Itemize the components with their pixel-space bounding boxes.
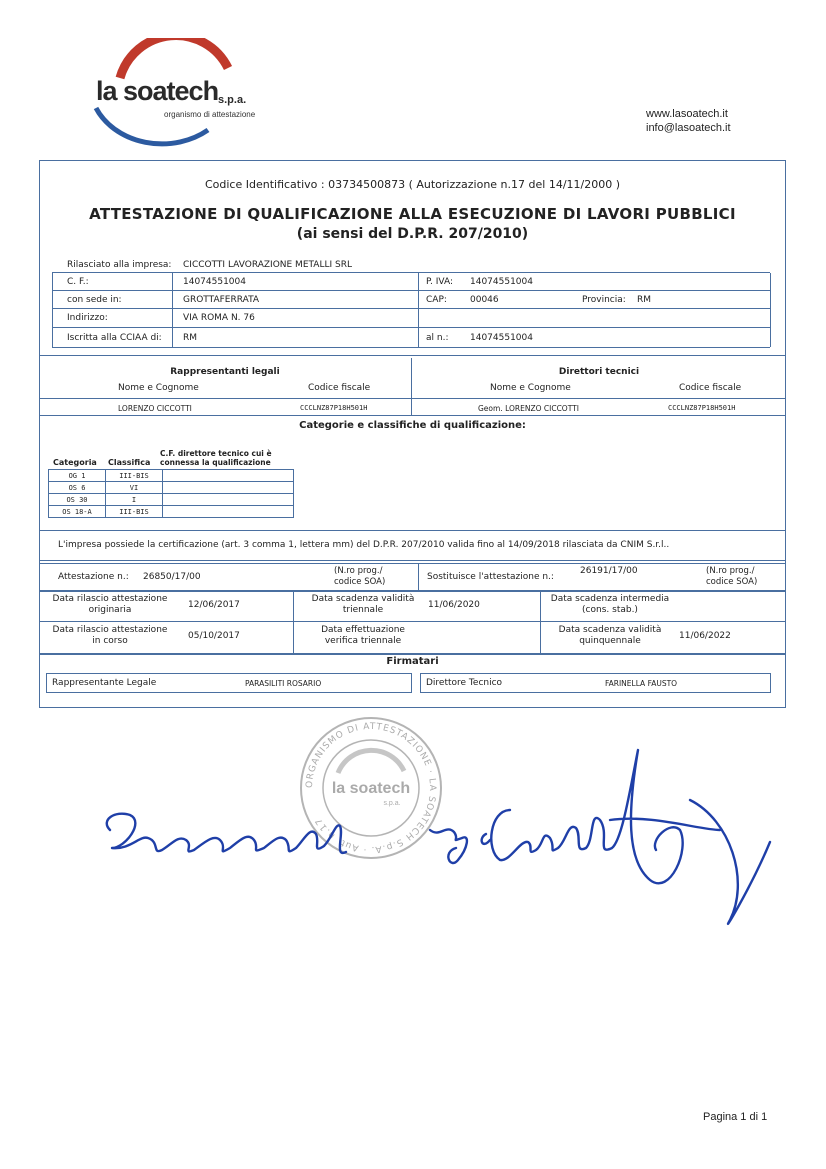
director-cf-cell xyxy=(163,470,294,482)
col-cf-line1: C.F. direttore tecnico cui è xyxy=(160,449,272,458)
tech-directors-header: Direttori tecnici xyxy=(558,367,640,377)
orig-label-2: originaria xyxy=(88,605,132,615)
signatories-header: Firmatari xyxy=(386,656,439,667)
attestation-number-label: Attestazione n.: xyxy=(58,572,129,582)
legal-reps-header: Rappresentanti legali xyxy=(170,367,280,377)
five-label-2: quinquennale xyxy=(579,636,641,646)
triennial-value: 11/06/2020 xyxy=(428,600,480,610)
seat-value: GROTTAFERRATA xyxy=(183,295,260,305)
director-cf-cell xyxy=(163,506,294,518)
verify-label-1: Data effettuazione xyxy=(321,625,405,635)
prov-value: RM xyxy=(637,295,652,305)
prog-note-1: (N.ro prog./ xyxy=(334,566,383,576)
categories-table xyxy=(48,469,294,518)
website-link[interactable]: www.lasoatech.it xyxy=(646,108,728,120)
category-row xyxy=(49,506,294,518)
replaces-note-2: codice SOA) xyxy=(706,577,758,587)
classification-cell: III-BIS xyxy=(106,470,163,482)
current-label-1: Data rilascio attestazione xyxy=(52,625,168,635)
seat-label: con sede in: xyxy=(67,295,122,305)
classification-cell: VI xyxy=(106,482,163,494)
page-number: Pagina 1 di 1 xyxy=(703,1111,768,1123)
tech-cf-col: Codice fiscale xyxy=(679,383,742,393)
aln-value: 14074551004 xyxy=(470,333,533,343)
address-label: Indirizzo: xyxy=(67,313,108,323)
classification-cell: III-BIS xyxy=(106,506,163,518)
prov-label: Provincia: xyxy=(582,295,626,305)
piva-value: 14074551004 xyxy=(470,277,533,287)
col-categoria: Categoria xyxy=(53,458,97,467)
issued-label: Rilasciato alla impresa: xyxy=(67,260,172,270)
category-row xyxy=(49,470,294,482)
category-cell: OS 18-A xyxy=(49,506,106,518)
tech-dir-name: Geom. LORENZO CICCOTTI xyxy=(478,404,579,413)
stamp-center-sub: s.p.a. xyxy=(383,800,401,807)
replaces-value: 26191/17/00 xyxy=(580,566,638,576)
orig-label-1: Data rilascio attestazione xyxy=(52,594,168,604)
director-cf-cell xyxy=(163,494,294,506)
legal-rep-name: LORENZO CICCOTTI xyxy=(118,404,192,413)
certification-note: L'impresa possiede la certificazione (art. 3 comma 1, lettera mm) del D.P.R. 207/2010 valida fino al 14/09/2018 rilasciata da CNIM S.r.l.. xyxy=(58,540,670,550)
document-title: ATTESTAZIONE DI QUALIFICAZIONE ALLA ESECUZIONE DI LAVORI PUBBLICI xyxy=(89,205,736,223)
triennial-label-1: Data scadenza validità xyxy=(311,594,415,604)
category-row xyxy=(49,482,294,494)
cf-value: 14074551004 xyxy=(183,277,246,287)
director-cf-cell xyxy=(163,482,294,494)
tech-signatory-value: FARINELLA FAUSTO xyxy=(605,679,678,688)
tech-dir-cf: CCCLNZ87P18H501H xyxy=(668,404,736,412)
logo-name: la soatech xyxy=(96,76,219,106)
legal-signatory-value: PARASILITI ROSARIO xyxy=(245,679,322,688)
classification-cell: I xyxy=(106,494,163,506)
legal-name-col: Nome e Cognome xyxy=(118,383,199,393)
logo-suffix: s.p.a. xyxy=(218,94,247,106)
attestation-number-value: 26850/17/00 xyxy=(143,572,201,582)
categories-header: Categorie e classifiche di qualificazione: xyxy=(299,420,526,431)
cciaa-label: Iscritta alla CCIAA di: xyxy=(67,333,162,343)
current-value: 05/10/2017 xyxy=(188,631,240,641)
email-link[interactable]: info@lasoatech.it xyxy=(646,122,731,134)
replaces-label: Sostituisce l'attestazione n.: xyxy=(427,572,554,582)
address-value: VIA ROMA N. 76 xyxy=(183,313,255,323)
orig-value: 12/06/2017 xyxy=(188,600,240,610)
issued-value: CICCOTTI LAVORAZIONE METALLI SRL xyxy=(183,260,352,270)
code-line: Codice Identificativo : 03734500873 ( Autorizzazione n.17 del 14/11/2000 ) xyxy=(204,178,621,191)
tech-signatory-label: Direttore Tecnico xyxy=(426,678,503,688)
legal-rep-signature-icon xyxy=(107,814,346,853)
aln-label: al n.: xyxy=(426,333,449,343)
legal-cf-col: Codice fiscale xyxy=(308,383,371,393)
tech-name-col: Nome e Cognome xyxy=(490,383,571,393)
cciaa-value: RM xyxy=(183,333,198,343)
piva-label: P. IVA: xyxy=(426,277,454,287)
intermediate-label-2: (cons. stab.) xyxy=(582,605,638,615)
legal-signatory-label: Rappresentante Legale xyxy=(52,678,157,688)
cap-label: CAP: xyxy=(426,295,447,305)
prog-note-2: codice SOA) xyxy=(334,577,386,587)
five-label-1: Data scadenza validità xyxy=(558,625,662,635)
category-cell: OS 6 xyxy=(49,482,106,494)
col-cf-line2: connessa la qualificazione xyxy=(160,458,271,467)
triennial-label-2: triennale xyxy=(342,605,384,615)
verify-label-2: verifica triennale xyxy=(324,636,402,646)
company-logo xyxy=(88,38,268,148)
category-cell: OS 30 xyxy=(49,494,106,506)
logo-tagline: organismo di attestazione xyxy=(164,110,256,119)
cap-value: 00046 xyxy=(470,295,499,305)
stamp-ring-text: ORGANISMO DI ATTESTAZIONE · LA SOATECH S.p.A. · Aut. n.17 xyxy=(304,721,438,855)
legal-rep-cf: CCCLNZ87P18H501H xyxy=(300,404,368,412)
stamp-center-text: la soatech xyxy=(331,780,411,797)
handwritten-signatures xyxy=(90,730,780,940)
cf-label: C. F.: xyxy=(67,277,89,287)
replaces-note-1: (N.ro prog./ xyxy=(706,566,755,576)
category-cell: OG 1 xyxy=(49,470,106,482)
current-label-2: in corso xyxy=(92,636,128,646)
tech-director-signature-icon xyxy=(430,750,770,924)
five-value: 11/06/2022 xyxy=(679,631,731,641)
category-row xyxy=(49,494,294,506)
document-subtitle: (ai sensi del D.P.R. 207/2010) xyxy=(296,226,529,242)
intermediate-label-1: Data scadenza intermedia xyxy=(550,594,670,604)
col-classifica: Classifica xyxy=(108,458,151,467)
